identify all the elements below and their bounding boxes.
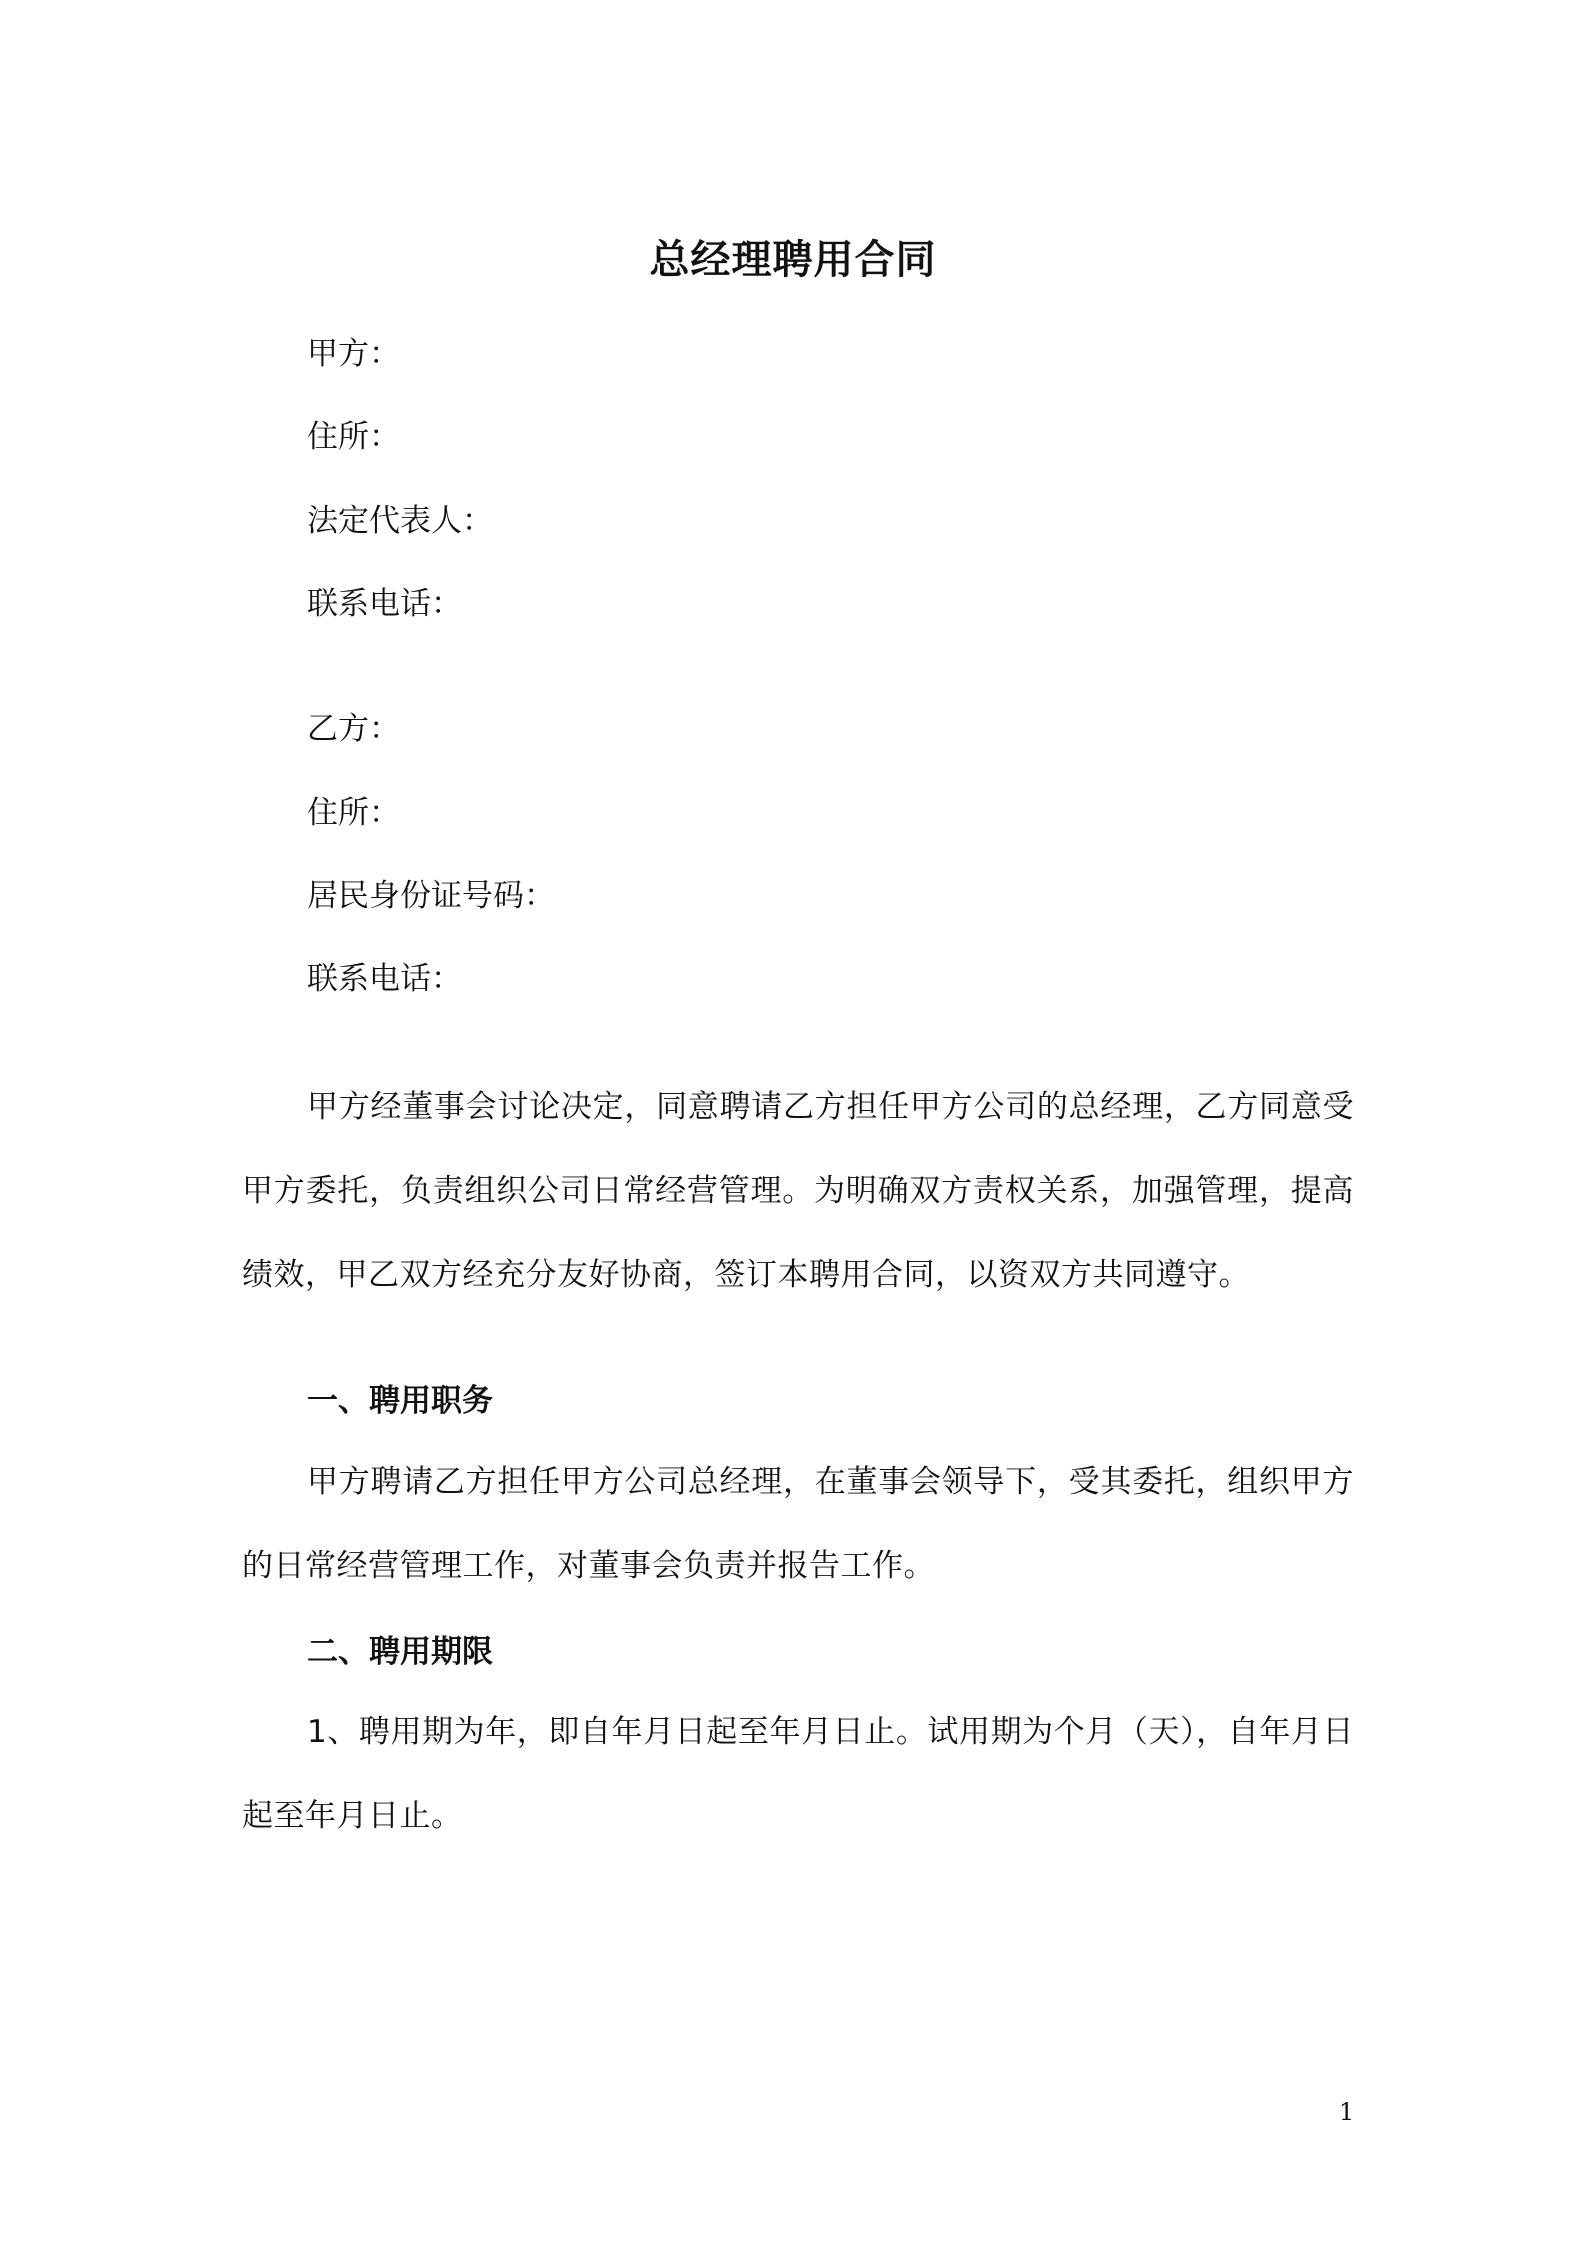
section-1-body: 甲方聘请乙方担任甲方公司总经理，在董事会领导下，受其委托，组织甲方的日常经营管理工作，对董事会负责并报告工作。: [242, 1464, 1354, 1584]
intro-paragraph: 甲方经董事会讨论决定，同意聘请乙方担任甲方公司的总经理，乙方同意受甲方委托，负责组织公司日常经营管理。为明确双方责权关系，加强管理，提高绩效，甲乙双方经充分友好协商，签订本聘用合同，以资双方共同遵守。: [242, 1089, 1354, 1293]
section-2-heading: 二、聘用期限: [307, 1634, 493, 1670]
party-a-address-label: 住所：: [307, 419, 400, 455]
party-a-phone-label: 联系电话：: [307, 586, 462, 622]
party-b-label: 乙方：: [307, 711, 400, 747]
page-number: 1: [1339, 2098, 1355, 2126]
section-1-heading: 一、聘用职务: [307, 1383, 493, 1419]
party-b-id-number-label: 居民身份证号码：: [307, 878, 555, 914]
party-b-address-label: 住所：: [307, 795, 400, 831]
party-a-label: 甲方：: [307, 336, 400, 372]
party-b-phone-label: 联系电话：: [307, 961, 462, 997]
party-a-legal-representative-label: 法定代表人：: [307, 503, 493, 539]
section-2-body: 1、聘用期为年，即自年月日起至年月日止。试用期为个月（天），自年月日起至年月日止。: [242, 1714, 1354, 1834]
document-title: 总经理聘用合同: [649, 237, 937, 283]
